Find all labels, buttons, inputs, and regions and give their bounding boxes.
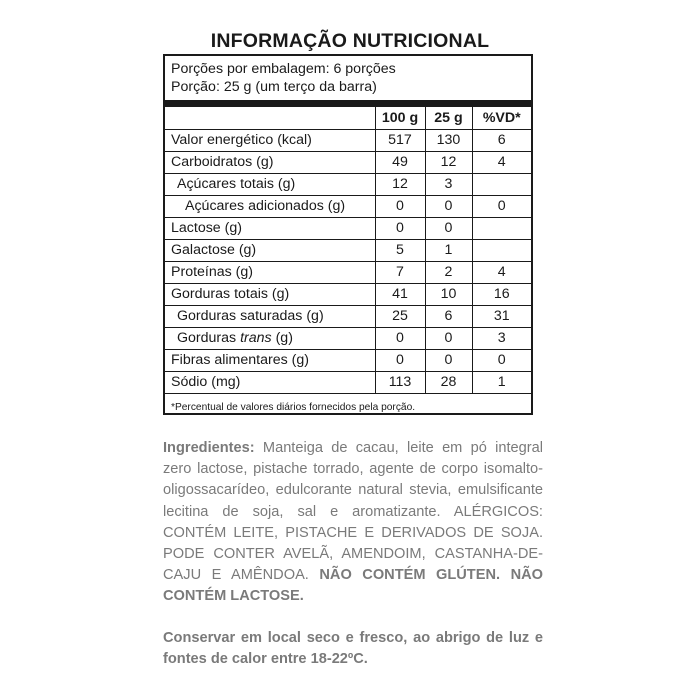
value-25g: 10 bbox=[425, 283, 472, 305]
value-vd: 3 bbox=[472, 327, 531, 349]
value-25g: 0 bbox=[425, 349, 472, 371]
table-row bbox=[165, 327, 531, 349]
header-blank bbox=[165, 107, 375, 129]
nutrition-label bbox=[163, 54, 533, 415]
table-row bbox=[165, 283, 531, 305]
value-25g: 0 bbox=[425, 195, 472, 217]
nutrient-name: Proteínas (g) bbox=[165, 261, 375, 283]
table-row bbox=[165, 195, 531, 217]
value-100g: 517 bbox=[375, 129, 425, 151]
nutrition-table bbox=[165, 107, 531, 394]
nutrient-name: Valor energético (kcal) bbox=[165, 129, 375, 151]
value-25g: 2 bbox=[425, 261, 472, 283]
nutrient-name-part: (g) bbox=[271, 330, 293, 346]
column-header-25g: 25 g bbox=[425, 107, 472, 129]
value-100g: 0 bbox=[375, 217, 425, 239]
footnote: *Percentual de valores diários fornecidos pela porção. bbox=[171, 402, 416, 413]
nutrient-name: Galactose (g) bbox=[165, 239, 375, 261]
table-row bbox=[165, 371, 531, 393]
value-100g: 0 bbox=[375, 349, 425, 371]
storage-instructions: Conservar em local seco e fresco, ao abrigo de luz e fontes de calor entre 18-22ºC. bbox=[163, 630, 543, 668]
nutrient-name: Gorduras saturadas (g) bbox=[165, 305, 375, 327]
value-vd: 4 bbox=[472, 151, 531, 173]
lactose-warning: NÃO CONTÉM LACTOSE. bbox=[163, 567, 543, 605]
value-vd: 4 bbox=[472, 261, 531, 283]
nutrient-name-part: Gorduras bbox=[177, 330, 241, 346]
servings-info bbox=[171, 60, 396, 96]
nutrient-name: Lactose (g) bbox=[165, 217, 375, 239]
value-vd bbox=[472, 217, 531, 239]
nutrient-name bbox=[165, 327, 375, 349]
value-100g: 49 bbox=[375, 151, 425, 173]
table-row bbox=[165, 217, 531, 239]
value-vd: 0 bbox=[472, 349, 531, 371]
column-header-vd: %VD* bbox=[472, 107, 531, 129]
value-25g: 28 bbox=[425, 371, 472, 393]
ingredients-text: Manteiga de cacau, leite em pó integral zero lactose, pistache torrado, agente de corpo isomalto-oligossacarídeo, edulcorante natural stevia, emulsificante lecitina de soja, sal e aromatizante. ALÉRGICOS: CONTÉM LEITE, PISTACHE E DERIVADOS DE SOJA. PODE CONTER AVELÃ, AMENDOIM, CASTANHA-DE-CAJU E AMÊNDOA. bbox=[163, 440, 543, 584]
nutrient-name: Gorduras totais (g) bbox=[165, 283, 375, 305]
value-100g: 113 bbox=[375, 371, 425, 393]
table-row bbox=[165, 239, 531, 261]
value-100g: 25 bbox=[375, 305, 425, 327]
table-row bbox=[165, 261, 531, 283]
value-vd: 1 bbox=[472, 371, 531, 393]
value-100g: 41 bbox=[375, 283, 425, 305]
table-row bbox=[165, 173, 531, 195]
value-100g: 7 bbox=[375, 261, 425, 283]
table-row bbox=[165, 305, 531, 327]
value-vd: 6 bbox=[472, 129, 531, 151]
nutrient-name: Açúcares adicionados (g) bbox=[165, 195, 375, 217]
value-vd: 16 bbox=[472, 283, 531, 305]
value-vd bbox=[472, 239, 531, 261]
value-25g: 0 bbox=[425, 327, 472, 349]
value-25g: 12 bbox=[425, 151, 472, 173]
value-100g: 0 bbox=[375, 195, 425, 217]
nutrient-name: Sódio (mg) bbox=[165, 371, 375, 393]
value-vd: 0 bbox=[472, 195, 531, 217]
value-vd: 31 bbox=[472, 305, 531, 327]
column-header-100g: 100 g bbox=[375, 107, 425, 129]
servings-per-package: Porções por embalagem: 6 porções bbox=[171, 61, 396, 77]
nutrient-name: Carboidratos (g) bbox=[165, 151, 375, 173]
value-100g: 12 bbox=[375, 173, 425, 195]
value-25g: 6 bbox=[425, 305, 472, 327]
value-100g: 5 bbox=[375, 239, 425, 261]
label-title: INFORMAÇÃO NUTRICIONAL bbox=[210, 30, 490, 52]
value-25g: 3 bbox=[425, 173, 472, 195]
value-25g: 0 bbox=[425, 217, 472, 239]
value-25g: 130 bbox=[425, 129, 472, 151]
table-row bbox=[165, 349, 531, 371]
serving-size: Porção: 25 g (um terço da barra) bbox=[171, 79, 377, 95]
value-100g: 0 bbox=[375, 327, 425, 349]
nutrient-name-italic: trans bbox=[240, 330, 272, 346]
ingredients-block bbox=[163, 438, 543, 608]
gluten-warning: NÃO CONTÉM GLÚTEN. bbox=[319, 567, 501, 584]
table-row bbox=[165, 129, 531, 151]
value-25g: 1 bbox=[425, 239, 472, 261]
nutrient-name: Fibras alimentares (g) bbox=[165, 349, 375, 371]
thick-divider bbox=[165, 100, 531, 107]
ingredients-heading: Ingredientes: bbox=[163, 440, 255, 456]
table-row bbox=[165, 151, 531, 173]
value-vd bbox=[472, 173, 531, 195]
nutrient-name: Açúcares totais (g) bbox=[165, 173, 375, 195]
table-header-row bbox=[165, 107, 531, 129]
